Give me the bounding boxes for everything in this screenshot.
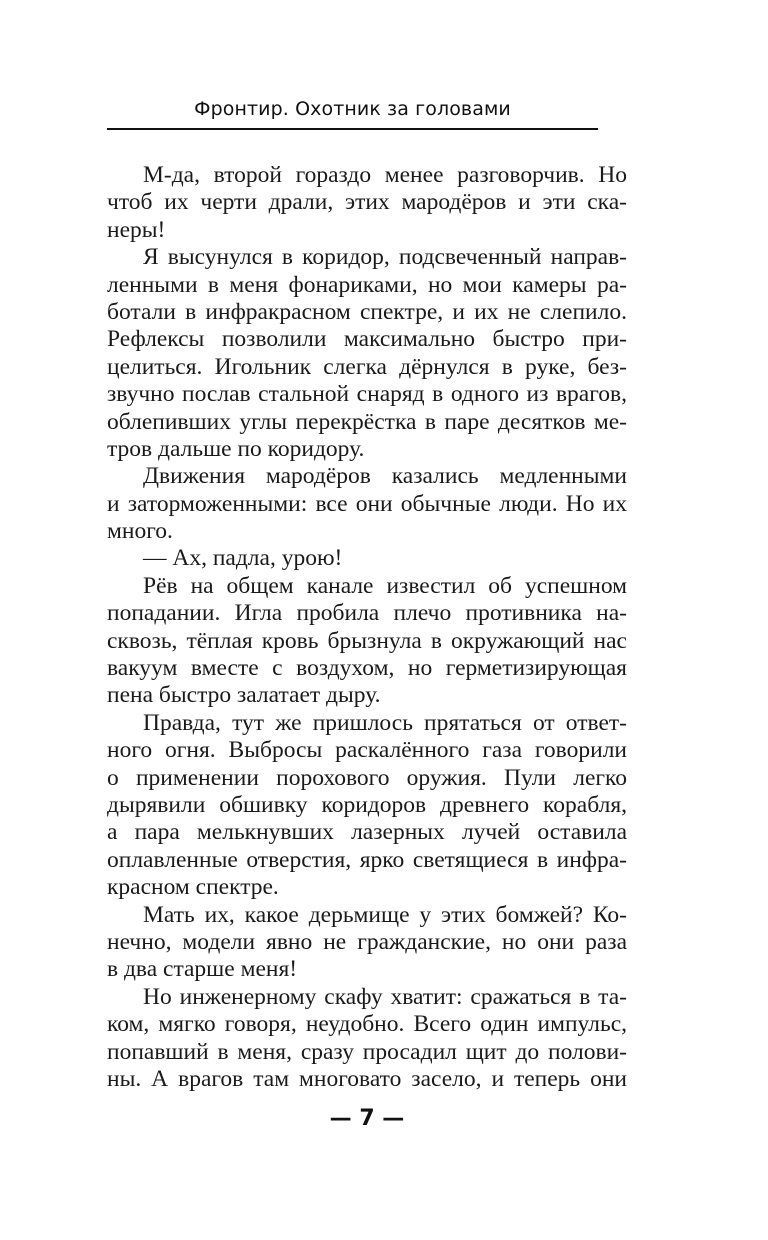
text-line: ком, мягко говоря, неудобно. Всего один импульс, [107,1011,627,1038]
text-line: пена быстро залатает дыру. [107,682,381,709]
text-line: красном спектре. [107,874,279,901]
header-rule [107,128,598,130]
paragraph [107,162,627,244]
running-head: Фронтир. Охотник за головами [194,98,511,120]
text-line: попадании. Игла пробила плечо противника на- [107,600,627,627]
text-line: Правда, тут же пришлось прятаться от ответ- [143,709,627,736]
text-line: Мать их, какое дерьмище у этих бомжей? Ко- [143,901,627,928]
text-line: и заторможенными: все они обычные люди. Но их [107,490,627,517]
text-line: Рёв на общем канале известил об успешном [143,572,627,599]
text-line: ботали в инфракрасном спектре, и их не слепило. [107,298,627,325]
paragraph [107,902,627,984]
text-line: неры! [107,216,166,243]
text-line: чтоб их черти драли, этих мародёров и эти ска- [107,189,627,216]
paragraph [107,984,627,1094]
text-line: попавший в меня, сразу просадил щит до полови- [107,1038,627,1065]
text-line: вакуум вместе с воздухом, но герметизирующая [107,655,627,682]
body-text [107,162,627,1093]
text-line: нечно, модели явно не гражданские, но они раза [107,928,627,955]
text-line: целиться. Игольник слегка дёрнулся в руке, без- [107,353,627,380]
paragraph [107,463,627,545]
paragraph [107,545,627,572]
text-line: сквозь, тёплая кровь брызнула в окружающий нас [107,627,627,654]
text-line: Я высунулся в коридор, подсвеченный направ- [143,244,627,271]
paragraph [107,244,627,463]
text-line: Но инженерному скафу хватит: сражаться в та- [143,983,627,1010]
text-line: Движения мародёров казались медленными [143,463,627,490]
text-line: ны. А врагов там многовато засело, и теперь они [107,1065,627,1092]
text-line: Рефлексы позволили максимально быстро при- [107,326,627,353]
text-line: звучно послав стальной снаряд в одного из врагов, [107,381,627,408]
text-line: о применении порохового оружия. Пули легко [107,764,627,791]
page-number: — 7 — [329,1106,405,1131]
paragraph [107,710,627,902]
text-line: М-да, второй гораздо менее разговорчив. Но [143,162,627,188]
text-line: оплавленные отверстия, ярко светящиеся в инфра- [107,846,627,873]
text-line: а пара мелькнувших лазерных лучей оставила [107,819,627,846]
text-line: много. [107,518,173,545]
text-line: ного огня. Выбросы раскалённого газа говорили [107,737,627,764]
text-line: в два старше меня! [107,956,298,983]
text-line: дырявили обшивку коридоров древнего корабля, [107,791,627,818]
text-line: ленными в меня фонариками, но мои камеры ра- [107,271,627,298]
text-line: — Ах, падла, урою! [143,545,343,572]
paragraph [107,573,627,710]
text-line: облепивших углы перекрёстка в паре десятков ме- [107,408,627,435]
text-line: тров дальше по коридору. [107,435,365,462]
